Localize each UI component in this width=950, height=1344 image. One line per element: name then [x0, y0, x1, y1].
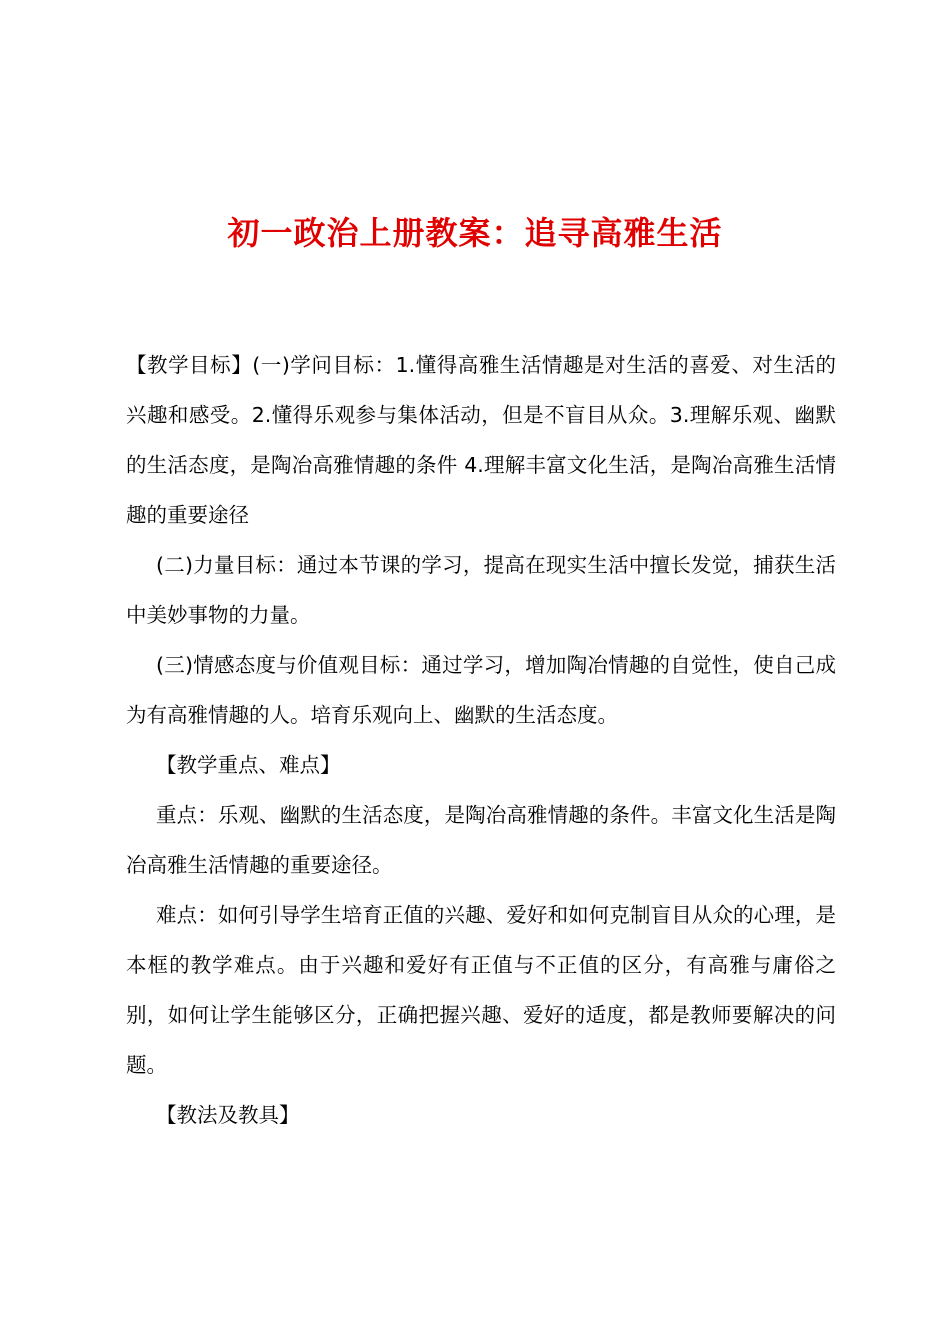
paragraph-ability-objectives: (二)力量目标：通过本节课的学习，提高在现实生活中擅长发觉，捕获生活中美妙事物的力量。 [126, 553, 836, 627]
document-title: 初一政治上册教案：追寻高雅生活 [227, 214, 723, 252]
paragraph-teaching-objectives: 【教学目标】(一)学问目标：1.懂得高雅生活情趣是对生活的喜爱、对生活的兴趣和感受。2.懂得乐观参与集体活动，但是不盲目从众。3.理解乐观、幽默的生活态度，是陶冶高雅情趣的条件 4.理解丰富文化生活，是陶冶高雅生活情趣的重要途径 [126, 353, 836, 527]
paragraph-difficulties: 难点：如何引导学生培育正值的兴趣、爱好和如何克制盲目从众的心理，是本框的教学难点。由于兴趣和爱好有正值与不正值的区分，有高雅与庸俗之别，如何让学生能够区分，正确把握兴趣、爱好的适度，都是教师要解决的问题。 [126, 903, 836, 1077]
heading-methods-tools: 【教法及教具】 [156, 1103, 300, 1127]
paragraph-key-points: 重点：乐观、幽默的生活态度，是陶冶高雅情趣的条件。丰富文化生活是陶冶高雅生活情趣的重要途径。 [126, 803, 836, 877]
document-body [126, 340, 836, 1140]
heading-key-points: 【教学重点、难点】 [156, 753, 341, 777]
paragraph-emotion-objectives: (三)情感态度与价值观目标：通过学习，增加陶冶情趣的自觉性，使自己成为有高雅情趣的人。培育乐观向上、幽默的生活态度。 [126, 653, 836, 727]
